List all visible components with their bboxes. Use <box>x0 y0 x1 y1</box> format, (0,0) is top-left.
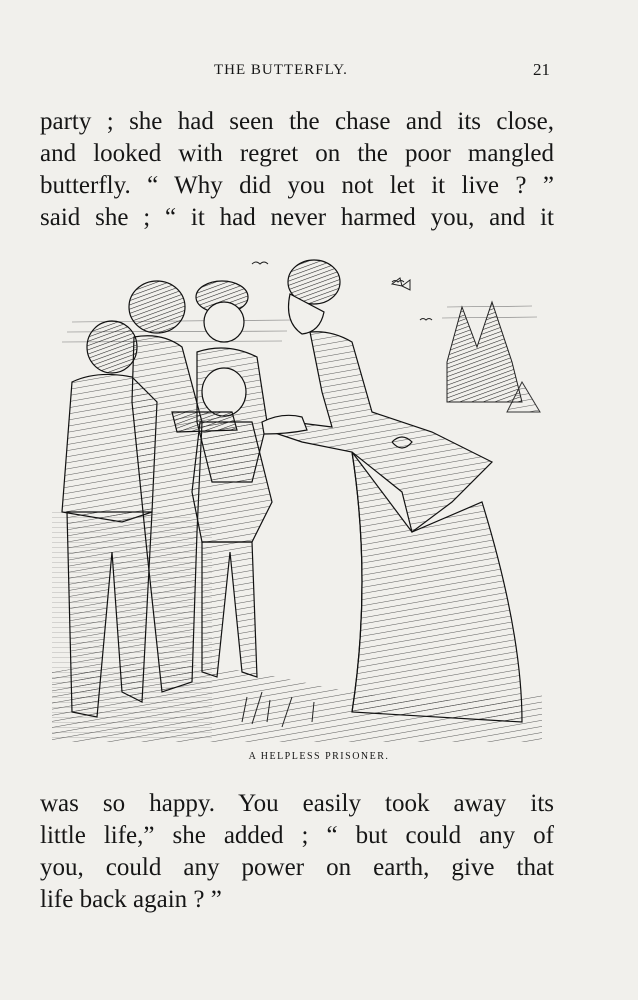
running-head: THE BUTTERFLY. <box>214 62 348 78</box>
text-line: little life,” she added ; “ but could any of <box>40 822 554 849</box>
text-line: and looked with regret on the poor mangled <box>40 140 554 167</box>
text-line: party ; she had seen the chase and its close, <box>40 108 554 135</box>
butterfly-icon <box>392 278 410 290</box>
text-line: butterfly. “ Why did you not let it live ? ” <box>40 172 554 199</box>
text-line: was so happy. You easily took away its <box>40 790 554 817</box>
engraving-illustration <box>52 252 542 742</box>
birds <box>252 262 432 320</box>
body-text-top <box>40 106 554 234</box>
text-line last-line: life back again ? ” <box>40 886 222 913</box>
page-number: 21 <box>533 60 550 79</box>
text-line: you, could any power on earth, give that <box>40 854 554 881</box>
text-line: said she ; “ it had never harmed you, and it <box>40 204 554 231</box>
body-text-bottom <box>40 788 554 916</box>
illustration-caption: A HELPLESS PRISONER. <box>248 751 390 762</box>
background-trees <box>447 302 540 412</box>
